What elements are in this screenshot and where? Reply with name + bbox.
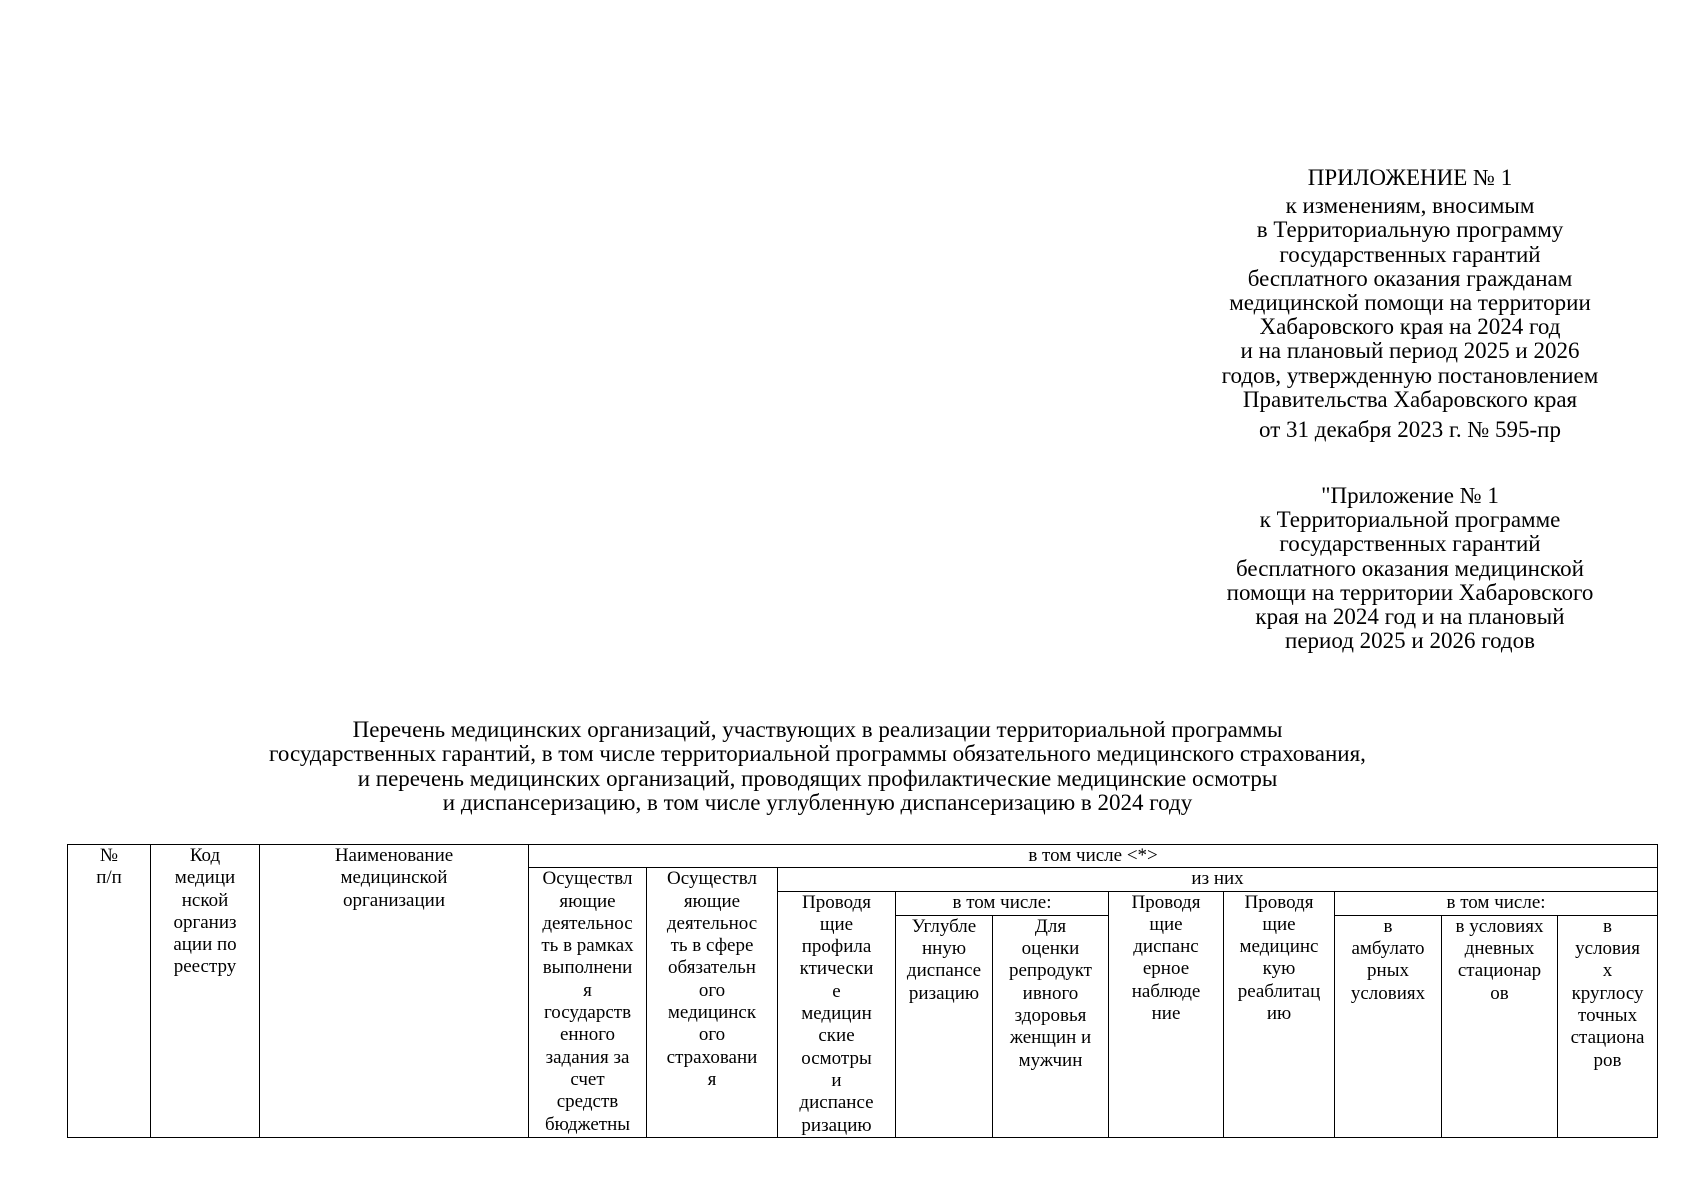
header-text-line: п/п xyxy=(96,867,122,889)
col-reproductive-header xyxy=(993,915,1109,1137)
including-sub-b-header: в том числе: xyxy=(1335,891,1658,915)
col-dispensary-header xyxy=(1109,891,1224,1137)
appendix-line: бесплатного оказания гражданам xyxy=(1247,265,1573,291)
including-header: в том числе <*> xyxy=(529,845,1658,868)
header-text-line: и xyxy=(831,1069,842,1091)
header-text-line: в xyxy=(1603,915,1613,937)
header-text-line: Для xyxy=(1034,915,1067,937)
col-name-header xyxy=(260,845,529,1138)
header-text-line: щие xyxy=(1149,913,1183,935)
document-title xyxy=(90,718,1545,815)
header-text-line: государств xyxy=(543,1002,632,1024)
header-text-line: щие xyxy=(819,913,854,935)
appendix-line: и на плановый период 2025 и 2026 xyxy=(1240,338,1580,364)
col-budget-header xyxy=(529,868,647,1138)
appendix-header xyxy=(1160,166,1660,442)
quote-line: государственных гарантий xyxy=(1279,531,1541,557)
quoted-appendix-header xyxy=(1160,484,1660,653)
header-text-line: женщин и xyxy=(1009,1027,1092,1049)
header-text-line: организ xyxy=(173,911,237,933)
col-deep-dispensary-header xyxy=(896,915,993,1137)
col-ambulatory-header xyxy=(1335,915,1442,1137)
header-text-line: точных xyxy=(1578,1005,1638,1027)
header-text-line: ию xyxy=(1266,1003,1292,1025)
header-text-line: Проводя xyxy=(802,891,871,913)
header-text-line: ть в рамках xyxy=(541,935,634,957)
header-text-line: бюджетны xyxy=(544,1113,631,1135)
quote-line: помощи на территории Хабаровского xyxy=(1226,579,1594,605)
quote-line: период 2025 и 2026 годов xyxy=(1285,628,1535,654)
header-text-line: в условиях xyxy=(1455,915,1544,937)
header-text-line: диспанс xyxy=(1133,936,1199,958)
header-text-line: медицинской xyxy=(340,867,448,889)
header-text-line: ивного xyxy=(1022,982,1079,1004)
header-text-line: х xyxy=(1602,960,1613,982)
header-text-line: Осуществл xyxy=(667,868,757,890)
of-them-header: из них xyxy=(778,868,1658,891)
header-text-line: № xyxy=(99,845,119,866)
header-text-line: Проводя xyxy=(1244,891,1314,913)
including-sub-a-header: в том числе: xyxy=(896,891,1109,915)
header-text-line: Проводя xyxy=(1131,891,1201,913)
header-text-line: ризацию xyxy=(908,982,980,1004)
header-text-line: Углубле xyxy=(911,915,977,937)
appendix-title: ПРИЛОЖЕНИЕ № 1 xyxy=(1307,165,1513,190)
header-text-line: обязательн xyxy=(668,957,756,979)
header-text-line: профила xyxy=(801,936,872,958)
header-text-line: ации по xyxy=(173,934,237,956)
title-line: государственных гарантий, в том числе территориальной программы обязательного медицинского страхования, xyxy=(269,741,1366,767)
quote-line: края на 2024 год и на плановый xyxy=(1255,604,1565,630)
header-text-line: амбулато xyxy=(1351,938,1425,960)
header-text-line: организации xyxy=(342,889,445,911)
header-text-line: ктически xyxy=(799,958,874,980)
header-text-line: реестру xyxy=(173,956,237,978)
appendix-line: Правительства Хабаровского края xyxy=(1242,386,1578,412)
header-text-line: деятельнос xyxy=(542,912,633,934)
title-line: Перечень медицинских организаций, участвующих в реализации территориальной программы xyxy=(352,717,1283,742)
quote-line: бесплатного оказания медицинской xyxy=(1236,555,1584,581)
header-text-line: репродукт xyxy=(1008,960,1092,982)
quote-line: "Приложение № 1 xyxy=(1321,483,1499,508)
header-text-line: ть в сфере xyxy=(670,935,754,957)
header-text-line: стациона xyxy=(1570,1027,1645,1049)
title-line: и диспансеризацию, в том числе углубленную диспансеризацию в 2024 году xyxy=(442,789,1193,815)
header-text-line: ого xyxy=(698,1024,726,1046)
header-text-line: выполнени xyxy=(542,957,633,979)
header-text-line: деятельнос xyxy=(666,912,758,934)
header-text-line: ерное xyxy=(1142,958,1190,980)
header-text-line: ров xyxy=(1593,1049,1622,1071)
header-text-line: счет xyxy=(570,1068,605,1090)
header-text-line: е xyxy=(832,980,841,1002)
header-text-line: ого xyxy=(698,979,726,1001)
col-day-hospital-header xyxy=(1442,915,1558,1137)
col-round-hospital-header xyxy=(1558,915,1658,1137)
header-text-line: диспансе xyxy=(799,1092,874,1114)
quote-line: к Территориальной программе xyxy=(1259,507,1561,533)
header-text-line: я xyxy=(583,979,592,1001)
header-text-line: задания за xyxy=(545,1046,630,1068)
header-text-line: ние xyxy=(1151,1003,1181,1025)
header-text-line: медици xyxy=(174,867,236,889)
title-line: и перечень медицинских организаций, проводящих профилактические медицинские осмотры xyxy=(357,765,1278,791)
header-text-line: осмотры xyxy=(801,1047,872,1069)
col-rehab-header xyxy=(1224,891,1335,1137)
header-text-line: медицинс xyxy=(1239,936,1319,958)
appendix-line: к изменениям, вносимым xyxy=(1285,193,1535,219)
appendix-line: государственных гарантий xyxy=(1279,241,1541,267)
header-text-line: круглосу xyxy=(1571,982,1644,1004)
header-text-line: ов xyxy=(1490,982,1509,1004)
col-oms-header xyxy=(647,868,778,1138)
header-text-line: условиях xyxy=(1350,982,1426,1004)
appendix-line: медицинской помощи на территории xyxy=(1229,290,1591,316)
appendix-date: от 31 декабря 2023 г. № 595-пр xyxy=(1259,417,1561,443)
header-text-line: кую xyxy=(1262,958,1296,980)
organizations-table-header xyxy=(67,844,1658,1138)
header-text-line: медицинск xyxy=(667,1002,757,1024)
col-code-header xyxy=(151,845,260,1138)
col-prof-exams-header xyxy=(778,891,896,1137)
header-text-line: стационар xyxy=(1457,960,1542,982)
header-text-line: Осуществл xyxy=(542,868,633,890)
header-text-line: нную xyxy=(921,938,967,960)
header-text-line: я xyxy=(707,1068,717,1090)
appendix-line: годов, утвержденную постановлением xyxy=(1221,362,1599,388)
header-text-line: в xyxy=(1383,915,1393,937)
header-text-line: нской xyxy=(181,889,229,911)
header-text-line: ские xyxy=(818,1025,855,1047)
header-text-line: енного xyxy=(559,1024,616,1046)
header-text-line: мужчин xyxy=(1018,1049,1083,1071)
appendix-line: Хабаровского края на 2024 год xyxy=(1259,314,1561,340)
header-text-line: Наименование xyxy=(334,845,454,866)
header-text-line: Код xyxy=(189,845,221,866)
header-text-line: оценки xyxy=(1021,938,1080,960)
header-text-line: яющие xyxy=(683,890,741,912)
header-text-line: яющие xyxy=(559,890,616,912)
header-text-line: дневных xyxy=(1464,938,1535,960)
header-text-line: условия xyxy=(1575,938,1640,960)
header-text-line: реаблитац xyxy=(1237,980,1321,1002)
header-text-line: страховани xyxy=(666,1046,758,1068)
header-text-line: щие xyxy=(1262,913,1296,935)
header-text-line: здоровья xyxy=(1014,1005,1087,1027)
col-number-header xyxy=(68,845,151,1138)
header-text-line: диспансе xyxy=(906,960,982,982)
header-text-line: наблюде xyxy=(1131,980,1201,1002)
header-text-line: средств xyxy=(556,1091,619,1113)
header-text-line: медицин xyxy=(801,1003,872,1025)
appendix-line: в Территориальную программу xyxy=(1256,217,1564,243)
header-text-line: ризацию xyxy=(801,1114,872,1136)
header-text-line: рных xyxy=(1367,960,1409,982)
